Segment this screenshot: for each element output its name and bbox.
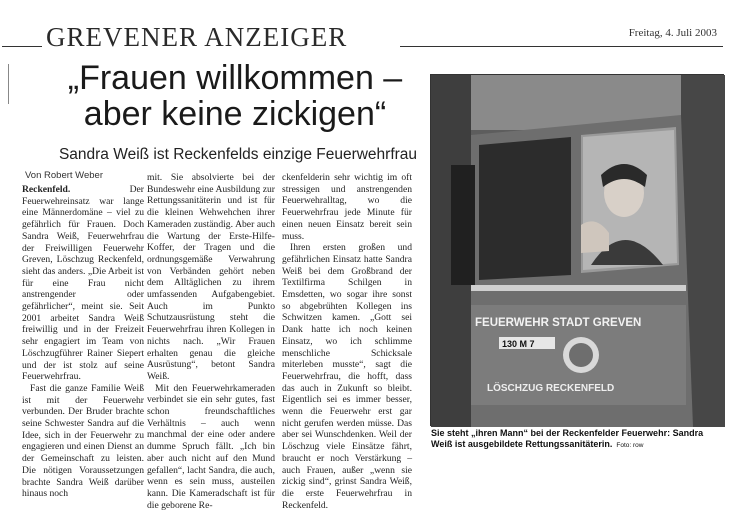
headline-line-1: „Frauen willkommen – (67, 59, 403, 97)
masthead-rule-right (400, 46, 723, 47)
truck-lower-text: LÖSCHZUG RECKENFELD (487, 383, 615, 394)
paragraph: Ihren ersten großen und gefährlichen Einsatz hatte Sandra Weiß bei dem Großbrand der Textilfirma Schilgen in Emsdetten, wo sogar ihre sonst so abgebrühten Kollegen ins Schwitzen kamen. „Gott sei Dank hatte ich noch keinen Einsatz, wo ich schlimme menschliche Schicksale miterleben musste“, sagt die Feuerwehrfrau, die hofft, dass das auch in Zukunft so bleibt. Eigentlich sei es immer besser, wenn die Feuerwehr erst gar nicht gerufen werden müsse. Das aber sei Wunschdenken. Weil der Löschzug viele Einsätze fährt, braucht er noch Verstärkung – auch Frauen, außer „wenn sie zickig sind“, grinst Sandra Weiß, die erste Feuerwehrfrau in Reckenfeld. (282, 242, 412, 511)
photo-credit: Foto: row (616, 442, 644, 449)
paragraph: ckenfelderin sehr wichtig im oft stressigen und anstrengenden Feuerwehralltag, wo die Feuerwehrfrau jede Minute für einen neuen Einsatz bereit sein muss. (282, 172, 412, 242)
article-subheadline: Sandra Weiß ist Reckenfelds einzige Feuerwehrfrau (58, 146, 418, 163)
masthead-rule-left (2, 46, 42, 47)
photo-fire-truck (431, 75, 725, 427)
paragraph: Fast die ganze Familie Weiß ist mit der Feuerwehr verbunden. Der Bruder brachte seine Schwester Sandra auf die Idee, sich in der Feuerwehr zu engagieren und einen Dienst an der Gemeinschaft zu leisten. Die nötigen Voraussetzungen brachte Sandra Weiß darüber hinaus noch (22, 382, 144, 500)
margin-mark (8, 64, 11, 104)
article-column-1 (22, 184, 144, 500)
newspaper-masthead: GREVENER ANZEIGER (46, 22, 348, 52)
article-photo (430, 74, 724, 426)
paragraph: Mit den Feuerwehrkameraden verbindet sie ein sehr gutes, fast schon freundschaftliches Verhältnis – auch wenn manchmal der eine oder andere dumme Spruch fällt. „Ich bin aber auch nicht auf den Mund gefallen“, lacht Sandra, die auch, wenn es sein muss, austeilen kann. Die Kameradschaft ist für die geborene Re- (147, 382, 275, 511)
dateline: Reckenfeld. (22, 184, 71, 195)
article-column-2 (147, 172, 275, 511)
truck-door-text: FEUERWEHR STADT GREVEN (475, 317, 642, 329)
paragraph (22, 184, 144, 383)
article-column-3 (282, 172, 412, 511)
paragraph: mit. Sie absolvierte bei der Bundeswehr eine Ausbildung zur Rettungssanitäterin und ist für die kleinen Wehwehchen ihrer Kameraden zuständig. Aber auch die Wartung der Erste-Hilfe-Koffer, der Tragen und die ordnungsgemäße Verwahrung von Verbänden gehört neben dem Alltäglichen zu ihrem umfassenden Aufgabengebiet. Auch im Punkto Schutzausrüstung steht die Feuerwehrfrau ihren Kollegen in nichts nach. „Wir Frauen erhalten genau die gleiche Ausrüstung“, betont Sandra Weiß. (147, 172, 275, 382)
headline-line-2: aber keine zickigen“ (83, 95, 387, 133)
caption-text: Sie steht „ihren Mann“ bei der Reckenfelder Feuerwehr: Sandra Weiß ist ausgebildete Rettungssanitäterin. (431, 428, 704, 449)
byline: Von Robert Weber (25, 170, 103, 181)
truck-plate-text: 130 M 7 (502, 339, 535, 349)
issue-date: Freitag, 4. Juli 2003 (628, 27, 717, 39)
photo-caption (431, 428, 725, 451)
article-headline (40, 60, 430, 132)
paragraph-text: Der Feuerwehreinsatz war lange eine Männerdomäne – viel zu gefährlich für Frauen. Doch Sandra Weiß, Feuerwehrfrau der Freiwilligen Feuerwehr Greven, Löschzug Reckenfeld, sieht das anders. „Die Arbeit ist für eine Frau nicht anstrengender oder gefährlicher“, meint sie. Seit 2001 arbeitet Sandra Weiß freiwillig und in der Freizeit sehr engagiert im Team von Löschzugführer Rainer Siepert und der ist stolz auf seine Feuerwehrfrau. (22, 184, 144, 383)
